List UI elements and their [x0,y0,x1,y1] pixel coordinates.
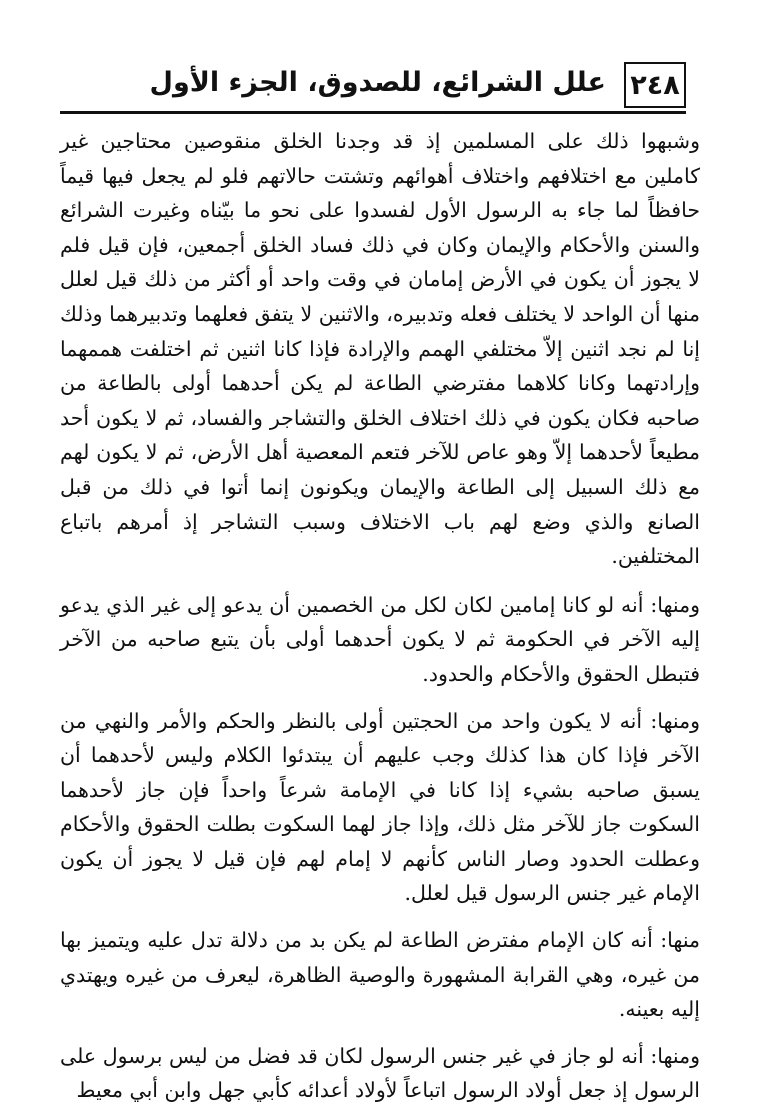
header-divider [60,111,686,114]
page-header [60,58,686,116]
paragraph-4: منها: أنه كان الإمام مفترض الطاعة لم يكن بد من دلالة تدل عليه ويتميز بها من غيره، وهي القرابة المشهورة والوصية الظاهرة، ليعرف من غيره ويهتدي إليه بعينه. [60,928,700,1022]
paragraph-3: ومنها: أنه لا يكون واحد من الحجتين أولى بالنظر والحكم والأمر والنهي من الآخر فإذا كان هذا كذلك وجب عليهم أن يبتدئوا الكلام وليس لأحدهما أن يسبق صاحبه بشيء إذا كانا في الإمامة شرعاً واحداً فإن جاز لأحدهما السكوت جاز للآخر مثل ذلك، وإذا جاز لهما السكوت بطلت الحقوق والأحكام وعطلت الحدود وصار الناس كأنهم لا إمام لهم فإن قيل لا يجوز أن يكون الإمام غير جنس الرسول قيل لعلل. [60,708,700,906]
paragraph-5: ومنها: أنه لو جاز في غير جنس الرسول لكان قد فضل من ليس برسول على الرسول إذ جعل أولاد الرسول اتباعاً لأولاد أعدائه كأبي جهل وابن أبي معيط [60,1043,700,1103]
page-number-box: ٢٤٨ [624,62,686,108]
page-body [60,124,700,1120]
paragraph-2: ومنها: أنه لو كانا إمامين لكان لكل من الخصمين أن يدعو إلى غير الذي يدعو إليه الآخر في الحكومة ثم لا يكون أحدهما أولى بأن يتبع صاحبه من الآخر فتبطل الحقوق والأحكام والحدود. [60,592,700,686]
paragraph-1: وشبهوا ذلك على المسلمين إذ قد وجدنا الخلق منقوصين محتاجين غير كاملين مع اختلافهم واختلاف أهوائهم وتشتت حالاتهم فلو لم يجعل فيها قيماً حافظاً لما جاء به الرسول الأول لفسدوا على نحو ما بيّناه وغيرت الشرائع والسنن والأحكام والإيمان وكان في ذلك فساد الخلق أجمعين، فإن قيل فلم لا يجوز أن يكون في الأرض إمامان في وقت واحد أو أكثر من ذلك قيل لعلل منها أن الواحد لا يختلف فعله وتدبيره، والاثنين لا يتفق فعلهما وتدبيرهما وذلك إنا لم نجد اثنين إلاّ مختلفي الهمم والإرادة فإذا كانا اثنين ثم اختلفت هممهما وإرادتهما وكانا كلاهما مفترضي الطاعة لم يكن أحدهما أولى بالطاعة من صاحبه فكان يكون في ذلك اختلاف الخلق والتشاجر والفساد، ثم لا يكون أحد مطيعاً لأحدهما إلاّ وهو عاص للآخر فتعم المعصية أهل الأرض، ثم لا يكون لهم مع ذلك السبيل إلى الطاعة والإيمان ويكونون إنما أتوا في ذلك من قبل الصانع والذي وضع لهم باب الاختلاف وسبب التشاجر إذ أمرهم باتباع المختلفين. [60,129,700,569]
running-title: علل الشرائع، للصدوق، الجزء الأول [149,67,606,98]
